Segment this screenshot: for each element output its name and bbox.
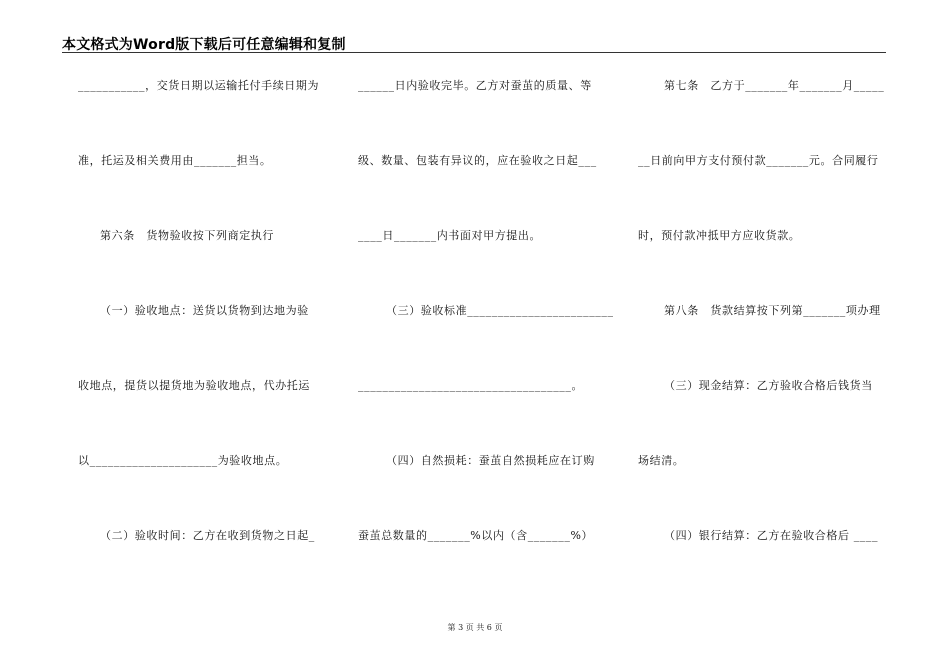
text-line: （二）验收时间：乙方在收到货物之日起_: [100, 529, 315, 542]
text-line: （三）验收标准________________________: [386, 304, 614, 317]
text-line: 第六条 货物验收按下列商定执行: [100, 229, 274, 242]
text-line: （一）验收地点：送货以货物到达地为验: [100, 304, 309, 317]
text-line: 时，预付款冲抵甲方应收货款。: [638, 229, 801, 242]
text-line: ___________________________________。: [358, 379, 584, 392]
text-line: （四）自然损耗：蚕茧自然损耗应在订购: [386, 454, 595, 467]
text-line: 蚕茧总数量的_______%以内（含_______%）: [358, 529, 594, 542]
text-line: __日前向甲方支付预付款_______元。合同履行: [638, 154, 879, 167]
text-line: （三）现金结算：乙方验收合格后钱货当: [664, 379, 873, 392]
text-line: 第八条 货款结算按下列第_______项办理: [664, 304, 881, 317]
text-line: 级、数量、包装有异议的，应在验收之日起___: [358, 154, 597, 167]
text-line: ____日_______内书面对甲方提出。: [358, 229, 542, 242]
page-number: 第 3 页 共 6 页: [447, 623, 503, 632]
text-line: 以_____________________为验收地点。: [78, 454, 288, 467]
header-divider: [62, 52, 886, 53]
document-header: 本文格式为Word版下载后可任意编辑和复制: [62, 37, 346, 53]
text-line: （四）银行结算：乙方在验收合格后 ____: [664, 529, 879, 542]
text-line: 第七条 乙方于_______年_______月_____: [664, 79, 885, 92]
text-line: 场结清。: [638, 454, 685, 467]
text-line: ___________，交货日期以运输托付手续日期为: [78, 79, 320, 92]
text-line: ______日内验收完毕。乙方对蚕茧的质量、等: [358, 79, 592, 92]
text-line: 准，托运及相关费用由_______担当。: [78, 154, 272, 167]
text-line: 收地点，提货以提货地为验收地点，代办托运: [78, 379, 310, 392]
